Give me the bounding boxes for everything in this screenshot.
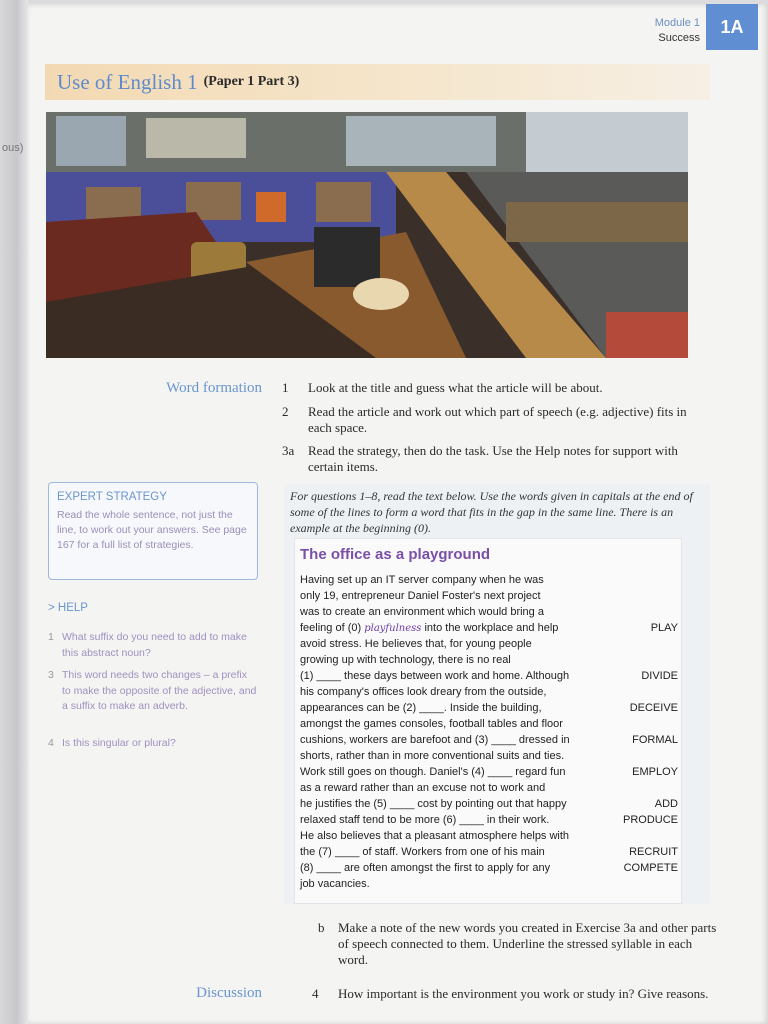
article-line: amongst the games consoles, football tables and floor — [300, 718, 563, 730]
capital-word-add: ADD — [654, 798, 678, 810]
section-title: Use of English 1 — [57, 69, 198, 94]
question-3b-number: b — [318, 920, 325, 935]
word-formation-label: Word formation — [166, 380, 262, 396]
question-4-text: How important is the environment you work or study in? Give reasons. — [338, 986, 709, 1001]
article-line-example-end: into the workplace and help — [424, 622, 559, 634]
unit-tab: 1A — [706, 4, 758, 50]
article-line: his company's offices look dreary from the outside, — [300, 686, 547, 698]
help-item-3-number: 3 — [48, 669, 54, 681]
capital-word-play: PLAY — [650, 622, 678, 634]
gutter-note: ous) — [2, 142, 24, 154]
handwritten-answer: playfulness — [364, 623, 422, 634]
article-line: only 19, entrepreneur Daniel Foster's next project — [300, 590, 541, 602]
question-3a-number: 3a — [282, 443, 295, 458]
article-line: he justifies the (5) ____ cost by pointing out that happy — [300, 798, 567, 810]
question-4-number: 4 — [312, 986, 319, 1001]
question-2 — [282, 404, 702, 438]
capital-word-recruit: RECRUIT — [629, 846, 678, 858]
article-line: appearances can be (2) ____. Inside the building, — [300, 702, 542, 714]
article-line-example-start: feeling of (0) — [300, 622, 362, 634]
module-subtitle: Success — [658, 32, 700, 44]
question-2-text: Read the article and work out which part of speech (e.g. adjective) fits in each space. — [308, 404, 687, 435]
article-line: the (7) ____ of staff. Workers from one of his main — [300, 846, 545, 858]
capital-word-compete: COMPETE — [623, 862, 678, 874]
expert-strategy-box — [48, 482, 258, 580]
help-item-1-text: What suffix do you need to add to make this abstract noun? — [62, 631, 247, 659]
question-3b-text: Make a note of the new words you created in Exercise 3a and other parts of speech connected to them. Underline the stressed syllable in each word. — [338, 920, 717, 967]
question-1-number: 1 — [282, 380, 289, 395]
question-4 — [312, 986, 712, 1020]
module-number: Module 1 — [654, 17, 700, 29]
question-3a-text: Read the strategy, then do the task. Use the Help notes for support with certain items. — [308, 443, 678, 474]
help-item-3 — [48, 668, 258, 730]
article-line: was to create an environment which would bring a — [300, 606, 544, 618]
article-line: shorts, rather than in more conventional suits and ties. — [300, 750, 565, 762]
article-line: growing up with technology, there is no real — [300, 654, 511, 666]
capital-word-produce: PRODUCE — [622, 814, 678, 826]
question-1 — [282, 380, 702, 398]
article-line: relaxed staff tend to be more (6) ____ in their work. — [300, 814, 550, 826]
capital-word-employ: EMPLOY — [632, 766, 678, 778]
article-line: cushions, workers are barefoot and (3) ____ dressed in — [300, 734, 570, 746]
capital-word-divide: DIVIDE — [641, 670, 678, 682]
question-2-number: 2 — [282, 404, 289, 419]
module-header — [655, 16, 700, 46]
book-gutter — [0, 0, 28, 1024]
article-line: (8) ____ are often amongst the first to apply for any — [300, 862, 551, 874]
article-line: Having set up an IT server company when he was — [300, 574, 544, 586]
article-title: The office as a playground — [300, 546, 491, 563]
article-line: Work still goes on though. Daniel's (4) ____ regard fun — [300, 766, 566, 778]
question-3a — [282, 443, 702, 477]
help-item-4-number: 4 — [48, 737, 54, 749]
capital-word-formal: FORMAL — [632, 734, 678, 746]
help-heading: > HELP — [48, 602, 88, 614]
help-item-4-text: Is this singular or plural? — [62, 737, 176, 749]
help-item-1-number: 1 — [48, 631, 54, 643]
expert-strategy-heading: EXPERT STRATEGY — [57, 491, 167, 503]
article-line: He also believes that a pleasant atmosphere helps with — [300, 830, 570, 842]
discussion-label: Discussion — [196, 985, 262, 1001]
help-item-1 — [48, 630, 258, 662]
help-item-4 — [48, 736, 258, 752]
task-instruction: For questions 1–8, read the text below. Use the words given in capitals at the end of some of the lines to form a word that fits in the gap in the same line. There is an example at the beginning (0). — [290, 489, 693, 535]
article-line: (1) ____ these days between work and home. Although — [300, 670, 570, 682]
expert-strategy-body: Read the whole sentence, not just the line, to work out your answers. See page 167 for a full list of strategies. — [57, 509, 247, 551]
article-line: as a reward rather than an excuse not to work and — [300, 782, 546, 794]
office-photo — [46, 112, 688, 358]
article-line-example — [300, 622, 558, 634]
section-title-bar — [45, 64, 710, 100]
help-item-3-text: This word needs two changes – a prefix to make the opposite of the adjective, and a suffix to make an adverb. — [62, 669, 257, 712]
article-line: avoid stress. He believes that, for young people — [300, 638, 532, 650]
question-1-text: Look at the title and guess what the article will be about. — [308, 380, 603, 395]
office-photo-illustration — [46, 112, 688, 358]
question-3b — [318, 920, 718, 970]
section-subtitle: (Paper 1 Part 3) — [203, 74, 300, 89]
capital-word-deceive: DECEIVE — [629, 702, 678, 714]
article-line: job vacancies. — [300, 878, 370, 890]
